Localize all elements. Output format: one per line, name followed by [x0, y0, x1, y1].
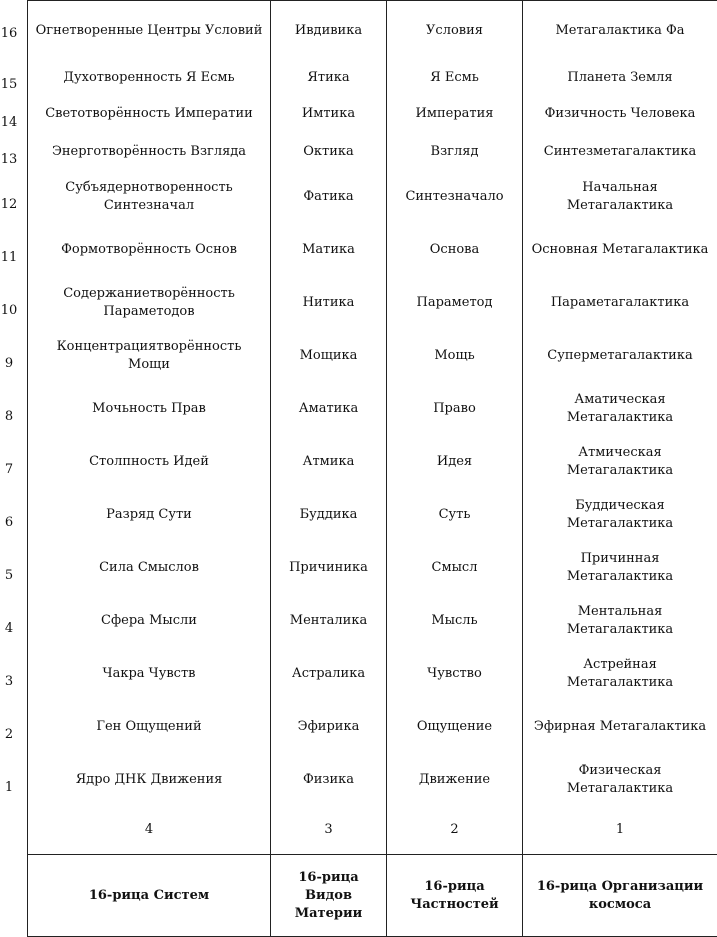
table-cell: Идея: [387, 436, 523, 489]
table-cell: Эфирика: [271, 701, 387, 754]
table-row: [28, 330, 717, 383]
table-cell: Право: [387, 383, 523, 436]
row-number: 4: [0, 621, 18, 636]
table-cell: Ген Ощущений: [28, 701, 271, 754]
table-cell: Фатика: [271, 171, 387, 224]
table-row: [28, 489, 717, 542]
row-number: 3: [0, 674, 18, 689]
table-cell: Планета Земля: [523, 61, 717, 96]
table-cell: Основа: [387, 224, 523, 277]
table-cell: Физическая Метагалактика: [523, 754, 717, 807]
table-cell: Аматическая Метагалактика: [523, 383, 717, 436]
table-row: [28, 61, 717, 96]
table-cell: Движение: [387, 754, 523, 807]
table-cell: Сила Смыслов: [28, 542, 271, 595]
table-cell: Атмическая Метагалактика: [523, 436, 717, 489]
table-cell: Причиника: [271, 542, 387, 595]
table-cell: Мочьность Прав: [28, 383, 271, 436]
table-cell: Я Есмь: [387, 61, 523, 96]
table-row: [28, 277, 717, 330]
table-cell: Разряд Сути: [28, 489, 271, 542]
footer-row: [28, 855, 717, 937]
table-cell: Суперметагалактика: [523, 330, 717, 383]
table-cell: Октика: [271, 133, 387, 171]
table-cell: Имтика: [271, 96, 387, 133]
table-row: [28, 754, 717, 807]
row-number: 16: [0, 26, 18, 41]
table-cell: Чувство: [387, 648, 523, 701]
table-cell: Взгляд: [387, 133, 523, 171]
table-cell: Огнетворенные Центры Условий: [28, 1, 271, 61]
table-cell: Физичность Человека: [523, 96, 717, 133]
table-cell: Буддическая Метагалактика: [523, 489, 717, 542]
footer-header-cell: 16-рица Организации космоса: [523, 855, 717, 937]
row-number: 6: [0, 515, 18, 530]
table-cell: Условия: [387, 1, 523, 61]
table-cell: Параметагалактика: [523, 277, 717, 330]
table-cell: Духотворенность Я Есмь: [28, 61, 271, 96]
row-number: 13: [0, 152, 18, 167]
table-row: [28, 595, 717, 648]
table-row: [28, 383, 717, 436]
table-cell: Астралика: [271, 648, 387, 701]
table-cell: Эфирная Метагалактика: [523, 701, 717, 754]
column-number-cell: 3: [271, 807, 387, 855]
table-cell: Параметод: [387, 277, 523, 330]
row-number: 9: [0, 356, 18, 371]
table-cell: Менталика: [271, 595, 387, 648]
row-number: 15: [0, 77, 18, 92]
column-number-cell: 2: [387, 807, 523, 855]
table-cell: Основная Метагалактика: [523, 224, 717, 277]
column-number-cell: 4: [28, 807, 271, 855]
table-cell: Физика: [271, 754, 387, 807]
row-number: 11: [0, 250, 18, 265]
table-cell: Начальная Метагалактика: [523, 171, 717, 224]
table-cell: Ментальная Метагалактика: [523, 595, 717, 648]
row-number: 5: [0, 568, 18, 583]
table-row: [28, 542, 717, 595]
table-cell: Астрейная Метагалактика: [523, 648, 717, 701]
table-cell: Формотворённость Основ: [28, 224, 271, 277]
table-cell: Синтезметагалактика: [523, 133, 717, 171]
table-cell: Метагалактика Фа: [523, 1, 717, 61]
table-cell: Мысль: [387, 595, 523, 648]
table-cell: Ивдивика: [271, 1, 387, 61]
table-cell: Сфера Мысли: [28, 595, 271, 648]
row-number: 14: [0, 115, 18, 130]
table-cell: Мощь: [387, 330, 523, 383]
row-number: 2: [0, 727, 18, 742]
row-number: 12: [0, 197, 18, 212]
row-number: 7: [0, 462, 18, 477]
row-number: 10: [0, 303, 18, 318]
row-number: 1: [0, 780, 18, 795]
table-cell: Синтезначало: [387, 171, 523, 224]
table-cell: Содержаниетворённость Параметодов: [28, 277, 271, 330]
table-cell: Ощущение: [387, 701, 523, 754]
table-cell: Ятика: [271, 61, 387, 96]
table-row: [28, 224, 717, 277]
table-cell: Субъядернотворенность Синтезначал: [28, 171, 271, 224]
table-row: [28, 701, 717, 754]
table-row: [28, 133, 717, 171]
table-cell: Суть: [387, 489, 523, 542]
column-number-row: [28, 807, 717, 855]
table-cell: Смысл: [387, 542, 523, 595]
sixteen-table: [27, 0, 717, 937]
table-cell: Причинная Метагалактика: [523, 542, 717, 595]
column-number-cell: 1: [523, 807, 717, 855]
table-cell: Аматика: [271, 383, 387, 436]
table-cell: Столпность Идей: [28, 436, 271, 489]
table-row: [28, 171, 717, 224]
table-cell: Атмика: [271, 436, 387, 489]
table-row: [28, 1, 717, 61]
footer-header-cell: 16-рица Частностей: [387, 855, 523, 937]
table-cell: Энерготворённость Взгляда: [28, 133, 271, 171]
table-cell: Концентрациятворённость Мощи: [28, 330, 271, 383]
table-row: [28, 96, 717, 133]
table-cell: Мощика: [271, 330, 387, 383]
table-cell: Чакра Чувств: [28, 648, 271, 701]
table-cell: Светотворённость Императии: [28, 96, 271, 133]
footer-header-cell: 16-рица Систем: [28, 855, 271, 937]
table-row: [28, 648, 717, 701]
table-cell: Матика: [271, 224, 387, 277]
table-row: [28, 436, 717, 489]
footer-header-cell: 16-рица Видов Материи: [271, 855, 387, 937]
table-cell: Ядро ДНК Движения: [28, 754, 271, 807]
table-cell: Буддика: [271, 489, 387, 542]
table-cell: Нитика: [271, 277, 387, 330]
table-cell: Императия: [387, 96, 523, 133]
row-number: 8: [0, 409, 18, 424]
